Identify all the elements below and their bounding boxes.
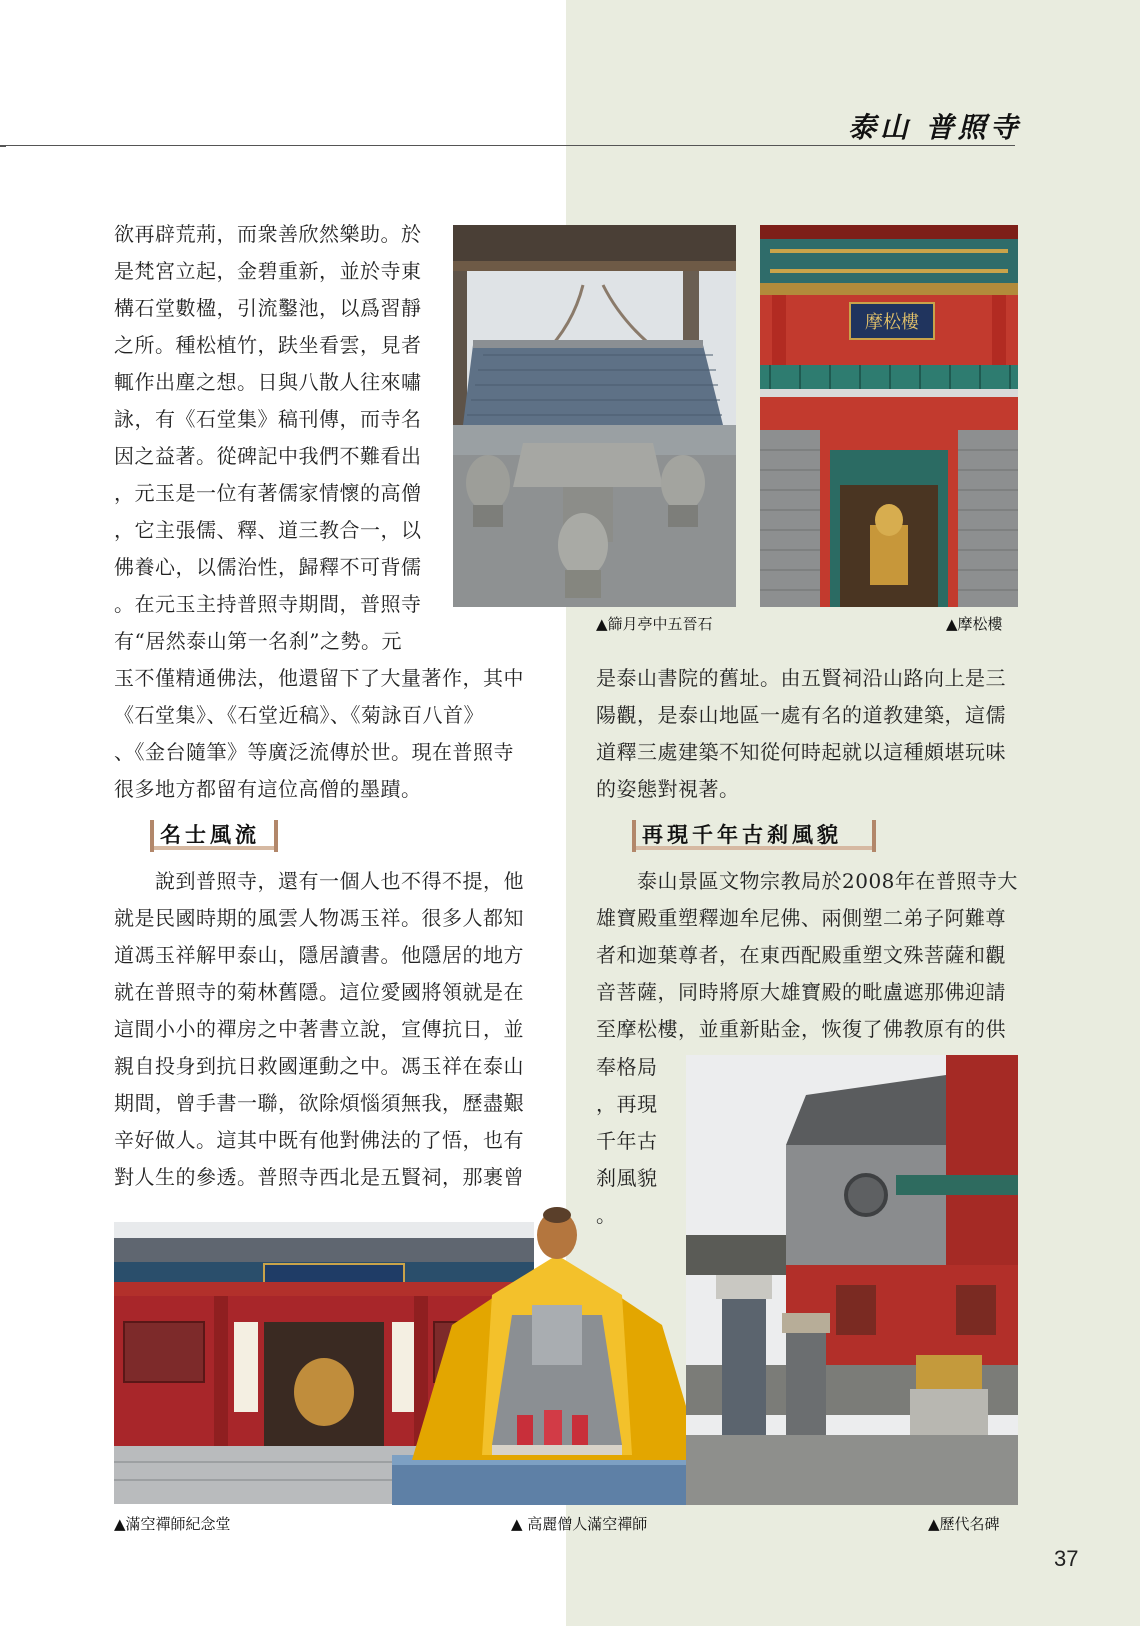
pavilion-stone-table-photo: [453, 225, 736, 607]
historic-steles-photo: [686, 1055, 1018, 1505]
section-heading-ancient-temple: 再現千年古刹風貌: [632, 820, 876, 852]
right-paragraph-2-continued: 奉格局 ，再現 千年古 刹風貌 。: [596, 1055, 658, 1227]
header-rule-tick: [0, 145, 6, 147]
mosong-tower-caption: ▲摩松樓: [946, 615, 1003, 633]
header-rule: [0, 145, 1015, 146]
memorial-hall-caption: ▲滿空禪師紀念堂: [114, 1515, 231, 1533]
section-heading-famous-scholars: 名士風流: [150, 820, 278, 852]
left-paragraph-1-continued: 玉不僅精通佛法，他還留下了大量著作，其中 《石堂集》、《石堂近稿》、《菊詠百八首》 、《金台隨筆》等廣泛流傳於世。現在普照寺 很多地方都留有這位高僧的墨蹟。: [114, 666, 524, 801]
mosong-plaque-text: 摩松樓: [865, 312, 919, 333]
pavilion-photo-caption: ▲篩月亭中五晉石: [596, 615, 713, 633]
left-paragraph-1: 欲再辟荒荊，而衆善欣然樂助。於 是梵宮立起，金碧重新，並於寺東 構石堂數楹，引流鑿池，以爲習靜 之所。種松植竹，趺坐看雲，見者 輒作出塵之想。日與八散人往來嘯 詠，有《石堂集》稿刊傳，而寺名 因之益著。從碑記中我們不難看出 ，元玉是一位有著儒家情懷的高僧 ，它主張儒、釋、道三教合一，以 佛養心，以儒治性，歸釋不可背儒 。在元玉主持普照寺期間，普照寺 有“居然泰山第一名刹”之勢。元: [114, 222, 422, 653]
running-header-title: 泰山 普照寺: [848, 111, 1022, 144]
page-number: 37: [1054, 1546, 1079, 1571]
right-paragraph-2: 泰山景區文物宗教局於2008年在普照寺大 雄寶殿重塑釋迦牟尼佛、兩側塑二弟子阿難尊 者和迦葉尊者，在東西配殿重塑文殊菩薩和觀 音菩薩，同時將原大雄寶殿的毗盧遮那佛迎請 至摩松樓，並重新貼金，恢復了佛教原有的供: [596, 869, 1018, 1041]
monk-statue-photo: [392, 1205, 722, 1505]
monk-statue-caption: ▲ 高麗僧人滿空禪師: [511, 1515, 648, 1533]
left-paragraph-2: 說到普照寺，還有一個人也不得不提，他 就是民國時期的風雲人物馮玉祥。很多人都知 道馮玉祥解甲泰山，隱居讀書。他隱居的地方 就在普照寺的菊林舊隱。這位愛國將領就是在 這間小小的禪房之中著書立說，宣傳抗日，並 親自投身到抗日救國運動之中。馮玉祥在泰山 期間，曾手書一聯，欲除煩惱須無我，歷盡艱 辛好做人。這其中既有他對佛法的了悟，也有 對人生的參透。普照寺西北是五賢祠，那裹曾: [114, 869, 524, 1189]
mosong-tower-photo: [760, 225, 1018, 607]
right-paragraph-1: 是泰山書院的舊址。由五賢祠沿山路向上是三 陽觀，是泰山地區一處有名的道教建築，這儒 道釋三處建築不知從何時起就以這種頗堪玩味 的姿態對視著。: [596, 666, 1006, 801]
steles-caption: ▲歷代名碑: [928, 1515, 1000, 1533]
